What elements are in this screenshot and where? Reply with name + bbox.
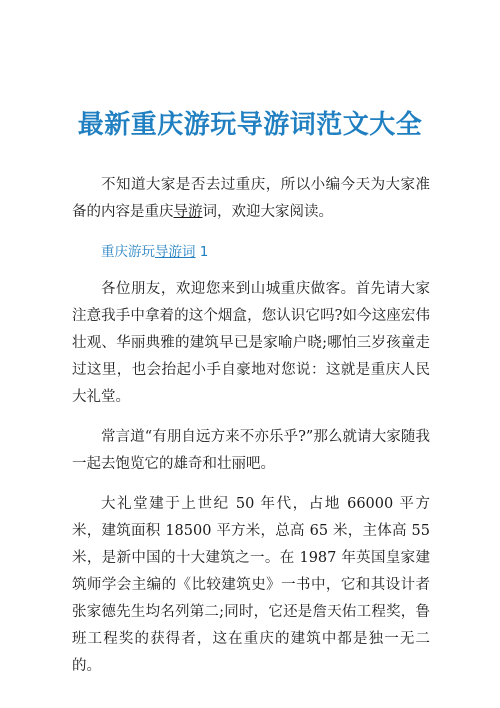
body-paragraph-3: 大礼堂建于上世纪 50 年代，占地 66000 平方米，建筑面积 18500 平方米，总高 65 米，主体高 55 米，是新中国的十大建筑之一。在 1987 年英国皇家建筑师学会主编的《比较建筑史》一书中，它和其设计者张家德先生均名列第二;同时，它还是詹天佑工程奖，鲁班工程奖的获得者，这在重庆的建筑中都是独一无二的。 (72, 496, 430, 674)
body-paragraph-1: 各位朋友，欢迎您来到山城重庆做客。首先请大家注意我手中拿着的这个烟盒，您认识它吗?如今这座宏伟壮观、华丽典雅的建筑早已是家喻户晓;哪怕三岁孩童走过这里，也会抬起小手自豪地对您说：这就是重庆人民大礼堂。 (72, 281, 430, 405)
intro-text: 不知道大家是否去过重庆，所以小编今天为大家准备的内容是重庆 (72, 177, 430, 220)
page-title: 最新重庆游玩导游词范文大全 (77, 110, 423, 140)
intro-link[interactable]: 导游 (173, 204, 203, 220)
document-body (72, 172, 430, 693)
intro-paragraph (72, 172, 430, 226)
section-heading (72, 239, 430, 266)
body-paragraph-2: 常言道“有朋自远方来不亦乐乎?”那么就请大家随我一起去饱览它的雄奇和壮丽吧。 (72, 429, 430, 472)
section-heading-number: 1 (195, 244, 209, 260)
intro-text-end: 词，欢迎大家阅读。 (202, 204, 333, 220)
section-heading-link[interactable]: 导游词 (155, 244, 196, 260)
section-heading-text: 重庆游玩 (101, 244, 155, 260)
